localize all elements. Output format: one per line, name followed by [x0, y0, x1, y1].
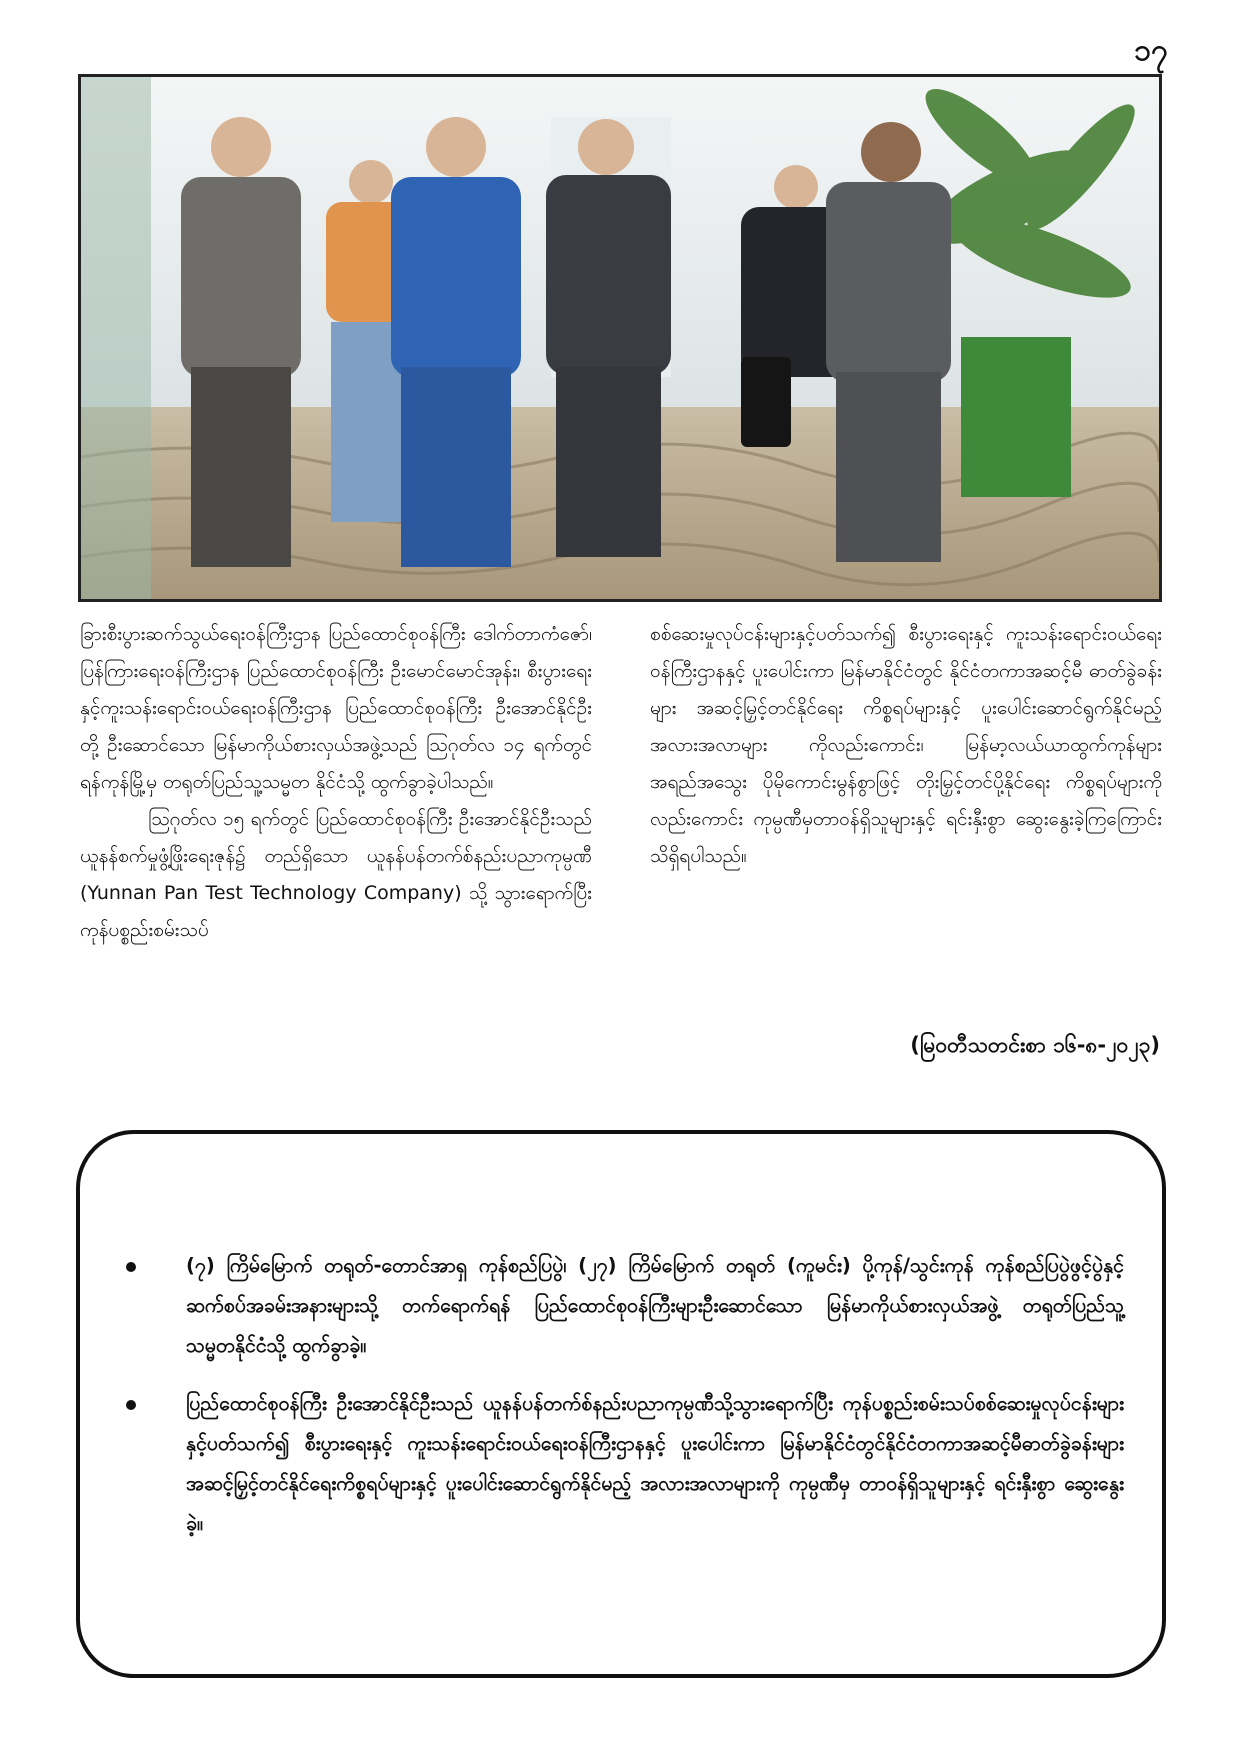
summary-item-text: (၇) ကြိမ်မြောက် တရုတ်-တောင်အာရှ ကုန်စည်ပြပွဲ၊ (၂၇) ကြိမ်မြောက် တရုတ် (ကူမင်း) ပို့ကုန်/သွင်းကုန် ကုန်စည်ပြပွဲဖွင့်ပွဲနှင့် ဆက်စပ်အခမ်းအနားများသို့ တက်ရောက်ရန် ပြည်ထောင်စုဝန်ကြီးများဦးဆောင်သော မြန်မာကိုယ်စားလှယ်အဖွဲ့ တရုတ်ပြည်သူ့သမ္မတနိုင်ငံသို့ ထွက်ခွာခဲ့။	[186, 1254, 1124, 1357]
summary-box	[76, 1130, 1166, 1678]
summary-item	[114, 1246, 1124, 1366]
summary-item-text: ပြည်ထောင်စုဝန်ကြီး ဦးအောင်နိုင်ဦးသည် ယူနန်ပန်တက်စ်နည်းပညာကုမ္ပဏီသို့သွားရောက်ပြီး ကုန်ပစ္စည်းစမ်းသပ်စစ်ဆေးမှုလုပ်ငန်းများနှင့်ပတ်သက်၍ စီးပွားရေးနှင့် ကူးသန်းရောင်းဝယ်ရေးဝန်ကြီးဌာနနှင့် ပူးပေါင်းကာ မြန်မာနိုင်ငံတွင်နိုင်ငံတကာအဆင့်မီဓာတ်ခွဲခန်းများ အဆင့်မြှင့်တင်နိုင်ရေးကိစ္စရပ်များနှင့် ပူးပေါင်းဆောင်ရွက်နိုင်မည့် အလားအလာများကို ကုမ္ပဏီမှ တာဝန်ရှိသူများနှင့် ရင်းနှီးစွာ ဆွေးနွေးခဲ့။	[186, 1392, 1124, 1535]
bullet-icon	[126, 1400, 136, 1410]
source-citation: (မြဝတီသတင်းစာ ၁၆-၈-၂၀၂၃)	[910, 1033, 1160, 1057]
article-left-column	[80, 616, 592, 949]
page-number: ၁၇	[1134, 33, 1168, 68]
article-paragraph-1: ခြားစီးပွားဆက်သွယ်ရေးဝန်ကြီးဌာန ပြည်ထောင်စုဝန်ကြီး ဒေါက်တာကံဇော်၊ ပြန်ကြားရေးဝန်ကြီးဌာန ပြည်ထောင်စုဝန်ကြီး ဦးမောင်မောင်အုန်း၊ စီးပွားရေးနှင့်ကူးသန်းရောင်းဝယ်ရေးဝန်ကြီးဌာန ပြည်ထောင်စုဝန်ကြီး ဦးအောင်နိုင်ဦးတို့ ဦးဆောင်သော မြန်မာကိုယ်စားလှယ်အဖွဲ့သည် ဩဂုတ်လ ၁၄ ရက်တွင် ရန်ကုန်မြို့မှ တရုတ်ပြည်သူ့သမ္မတ နိုင်ငံသို့ ထွက်ခွာခဲ့ပါသည်။	[80, 623, 592, 793]
news-photo	[78, 74, 1162, 602]
summary-list	[114, 1246, 1124, 1562]
article-right-column	[650, 616, 1162, 875]
bullet-icon	[126, 1262, 136, 1272]
delegation-walking-photo	[81, 77, 1159, 599]
summary-item	[114, 1384, 1124, 1544]
article-paragraph-2: ဩဂုတ်လ ၁၅ ရက်တွင် ပြည်ထောင်စုဝန်ကြီး ဦးအောင်နိုင်ဦးသည် ယူနန်စက်မှုဖွံ့ဖြိုးရေးဇုန်၌ တည်ရှိသော ယူနန်ပန်တက်စ်နည်းပညာကုမ္ပဏီ (Yunnan Pan Test Technology Company) သို့ သွားရောက်ပြီး ကုန်ပစ္စည်းစမ်းသပ်	[80, 808, 592, 941]
article-paragraph-3: စစ်ဆေးမှုလုပ်ငန်းများနှင့်ပတ်သက်၍ စီးပွားရေးနှင့် ကူးသန်းရောင်းဝယ်ရေးဝန်ကြီးဌာနနှင့် ပူးပေါင်းကာ မြန်မာနိုင်ငံတွင် နိုင်ငံတကာအဆင့်မီ ဓာတ်ခွဲခန်းများ အဆင့်မြှင့်တင်နိုင်ရေး ကိစ္စရပ်များနှင့် ပူးပေါင်းဆောင်ရွက်နိုင်မည့် အလားအလာများ ကိုလည်းကောင်း၊ မြန်မာ့လယ်ယာထွက်ကုန်များ အရည်အသွေး ပိုမိုကောင်းမွန်စွာဖြင့် တိုးမြှင့်တင်ပို့နိုင်ရေး ကိစ္စရပ်များကိုလည်းကောင်း ကုမ္ပဏီမှတာဝန်ရှိသူများနှင့် ရင်းနှီးစွာ ဆွေးနွေးခဲ့ကြကြောင်း သိရှိရပါသည်။	[650, 623, 1162, 867]
